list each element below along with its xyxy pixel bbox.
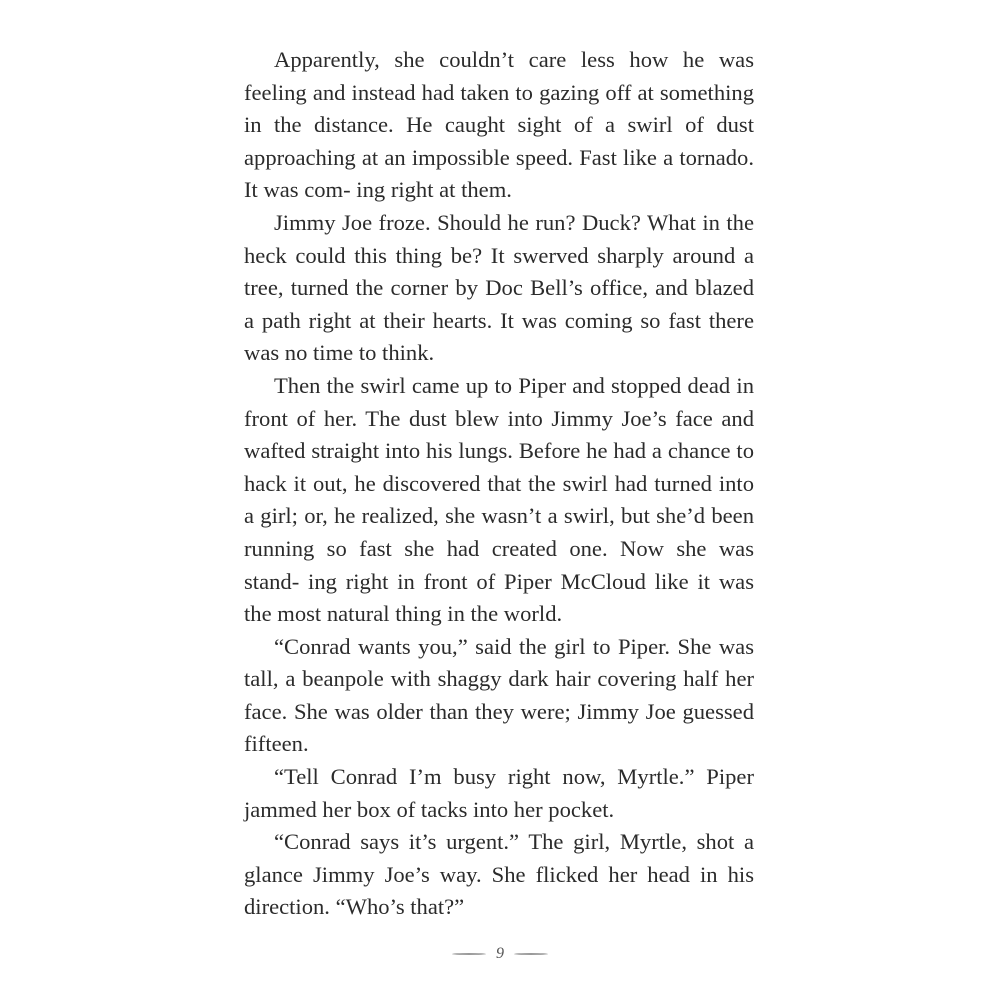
page-number-footer: [0, 942, 1000, 966]
body-text: [244, 44, 754, 924]
paragraph-5: “Tell Conrad I’m busy right now, Myrtle.” Piper jammed her box of tacks into her pocket.: [244, 764, 754, 822]
right-flourish-icon: [514, 953, 548, 955]
paragraph-4: “Conrad wants you,” said the girl to Piper. She was tall, a beanpole with shaggy dark hair covering half her face. She was older than they were; Jimmy Joe guessed fifteen.: [244, 633, 754, 757]
left-flourish-icon: [452, 953, 486, 955]
paragraph-2: Jimmy Joe froze. Should he run? Duck? What in the heck could this thing be? It swerved sharply around a tree, turned the corner by Doc Bell’s office, and blazed a path right at their hearts. It was coming so fast there was no time to think.: [244, 209, 754, 366]
paragraph-1: Apparently, she couldn’t care less how he was feeling and instead had taken to gazing off at something in the distance. He caught sight of a swirl of dust approaching at an impossible speed. Fast like a tornado. It was com- ing right at them.: [244, 47, 754, 203]
paragraph-6: “Conrad says it’s urgent.” The girl, Myrtle, shot a glance Jimmy Joe’s way. She flicked her head in his direction. “Who’s that?”: [244, 829, 754, 920]
paragraph-3: Then the swirl came up to Piper and stopped dead in front of her. The dust blew into Jimmy Joe’s face and wafted straight into his lungs. Before he had a chance to hack it out, he discovered that the swirl had turned into a girl; or, he realized, she wasn’t a swirl, but she’d been running so fast she had created one. Now she was stand- ing right in front of Piper McCloud like it was the most natural thing in the world.: [244, 372, 754, 627]
page-number: 9: [496, 945, 504, 962]
